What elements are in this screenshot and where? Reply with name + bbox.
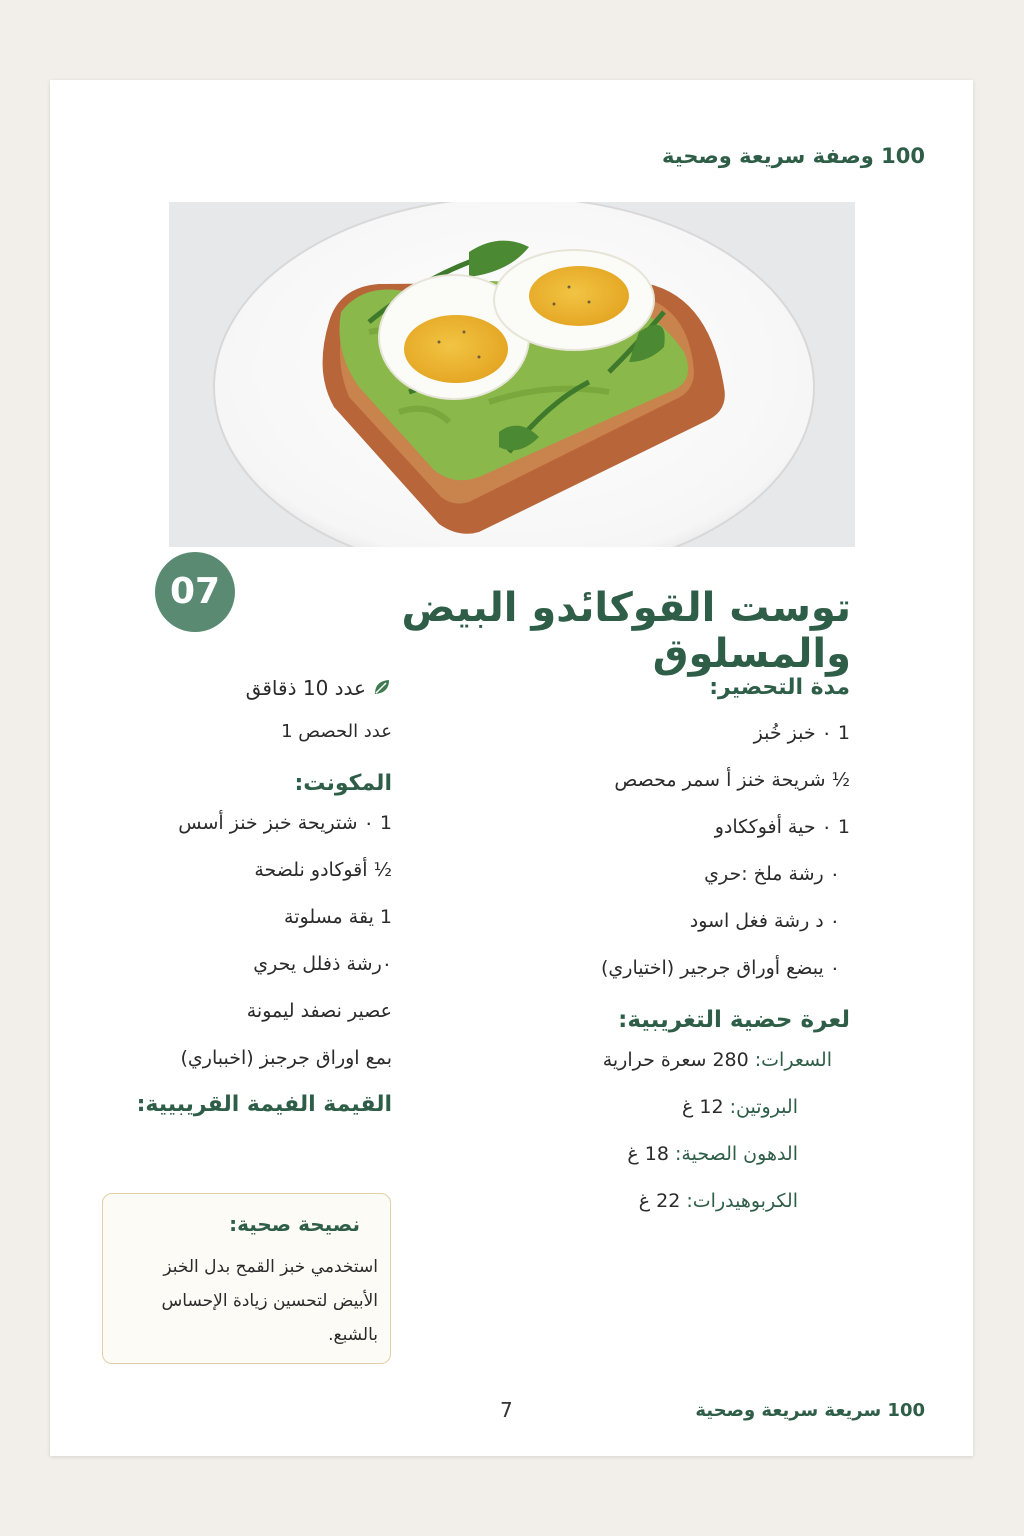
recipe-title: توست القوكاىٔدو البيض والمسلوق (401, 585, 851, 677)
list-item: ٠رشة ذفلل يحري (253, 952, 392, 975)
right-column (528, 675, 850, 1235)
prep-time: عدد 10 ذقاقق (245, 676, 366, 700)
health-tip-box (102, 1193, 391, 1364)
recipe-photo (169, 202, 855, 547)
list-item: عصير نصفد ليمونة (246, 999, 392, 1022)
nutrition-heading-left: القيمة الفيمة القريبيية: (136, 1091, 392, 1117)
prep-list (528, 720, 850, 981)
servings: عدد الحصص 1 (281, 720, 392, 742)
nutrition-row (528, 1047, 850, 1073)
footer-book-title: 100 سريعة سريعة وصحية (695, 1400, 925, 1421)
avocado-egg-toast-photo (169, 202, 855, 547)
nutrition-row (528, 1094, 850, 1120)
time-line (130, 675, 392, 703)
list-item: ٠ د رشة فغل اسود (689, 910, 840, 932)
recipe-number-badge: 07 (155, 552, 235, 632)
tip-title: نصيحة صحية: (229, 1212, 360, 1236)
nutrition-heading: لعرة حضية التغريبية: (618, 1007, 850, 1033)
nutrition-label: الدهون الصحية: (675, 1143, 798, 1165)
nutrition-value: 22 غ (638, 1190, 681, 1212)
ingredients-list (130, 810, 392, 1071)
list-item: بمع اوراق جرجبز (اخبباري) (180, 1046, 392, 1069)
list-item: ٠ يبضع أوراق جرجير (اختياري) (601, 957, 840, 979)
nutrition-label: الكربوهيدرات: (686, 1190, 798, 1212)
nutrition-list (528, 1047, 850, 1214)
nutrition-label: البروتين: (729, 1096, 798, 1118)
nutrition-value: 18 غ (627, 1143, 669, 1165)
header-book-title: 100 وصفة سريعة وصحية (662, 144, 925, 168)
list-item: 1 ٠ شتريحة خبز خنز أسس (178, 811, 392, 834)
list-item: 1 ٠ خبز خُبز (753, 722, 850, 744)
list-item: ½ أقوكادو نلضحة (254, 858, 392, 881)
list-item: 1 ٠ حية أفوككادو (714, 816, 850, 838)
nutrition-row (528, 1188, 850, 1214)
list-item: ٠ رشة ملخ :حري (704, 863, 840, 885)
nutrition-value: 12 غ (682, 1096, 724, 1118)
nutrition-label: السعرات: (754, 1049, 832, 1071)
prep-heading: مدة التحضير: (709, 675, 850, 700)
tip-text: استخدمي خبز القمح بدل الخبز الأبيض لتحسين زيادة الإحساس بالشبع. (161, 1257, 378, 1345)
leaf-icon (372, 677, 392, 703)
nutrition-value: 280 سعرة حرارية (602, 1049, 749, 1071)
page-number: 7 (500, 1398, 513, 1422)
list-item: ½ شريحة خنز أ سمر محصص (614, 769, 850, 791)
left-column (130, 675, 392, 1131)
nutrition-row (528, 1141, 850, 1167)
ingredients-heading: المكونت: (294, 770, 392, 796)
list-item: 1 يقة مسلوتة (284, 905, 392, 928)
recipe-page (50, 80, 973, 1456)
